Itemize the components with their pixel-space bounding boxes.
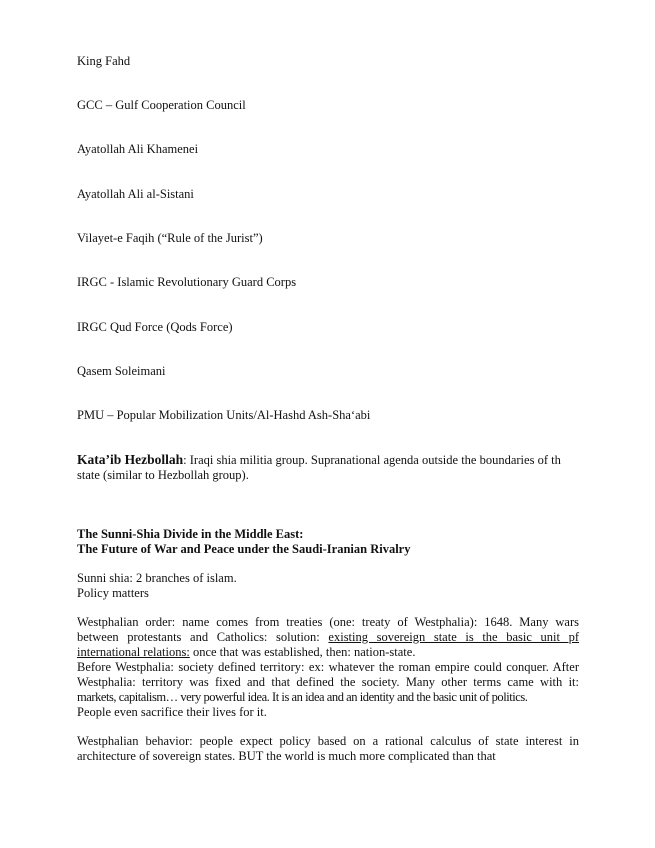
westphalia-paragraph	[77, 615, 579, 720]
behavior-paragraph	[77, 734, 579, 764]
term-soleimani: Qasem Soleimani	[77, 364, 166, 378]
section-heading-line-1: The Sunni-Shia Divide in the Middle East:	[77, 527, 304, 541]
westphalia-underlined-phrase-end: international relations:	[77, 645, 190, 659]
intro-line-2: Policy matters	[77, 586, 149, 600]
westphalia-underlined-phrase: existing sovereign state is the basic unit pf	[328, 630, 580, 644]
term-sistani: Ayatollah Ali al-Sistani	[77, 187, 194, 201]
term-khamenei: Ayatollah Ali Khamenei	[77, 142, 199, 156]
intro-paragraph	[77, 571, 579, 601]
westphalia-line-5: Westphalia: territory was fixed and that defined the society. Many other terms came with it:	[77, 675, 579, 689]
section-heading-line-2: The Future of War and Peace under the Saudi-Iranian Rivalry	[77, 542, 411, 556]
term-vilayet-e-faqih: Vilayet-e Faqih (“Rule of the Jurist”)	[77, 231, 263, 245]
kataib-line-2: state (similar to Hezbollah group).	[77, 468, 249, 482]
term-gcc: GCC – Gulf Cooperation Council	[77, 98, 246, 112]
westphalia-line-3	[77, 645, 579, 660]
intro-line-1: Sunni shia: 2 branches of islam.	[77, 571, 237, 585]
westphalia-line-1: Westphalian order: name comes from treaties (one: treaty of Westphalia): 1648. Many wars	[77, 615, 579, 629]
westphalia-line-3-text: once that was established, then: nation-state.	[189, 645, 416, 659]
kataib-line-1: : Iraqi shia militia group. Supranational agenda outside the boundaries of th	[183, 453, 561, 467]
westphalia-line-2	[77, 630, 579, 645]
westphalia-line-2-text: between protestants and Catholics: solution:	[77, 630, 329, 644]
term-pmu: PMU – Popular Mobilization Units/Al-Hashd Ash-Sha‘abi	[77, 408, 371, 422]
term-king-fahd: King Fahd	[77, 54, 131, 68]
term-irgc: IRGC - Islamic Revolutionary Guard Corps	[77, 275, 297, 289]
term-qods-force: IRGC Qud Force (Qods Force)	[77, 320, 233, 334]
section-heading	[77, 527, 579, 557]
behavior-line-2: architecture of sovereign states. BUT the world is much more complicated than that	[77, 749, 496, 763]
westphalia-line-7: People even sacrifice their lives for it.	[77, 705, 267, 719]
kataib-paragraph	[77, 452, 579, 483]
kataib-name: Kata’ib Hezbollah	[77, 452, 184, 467]
westphalia-line-4: Before Westphalia: society defined territory: ex: whatever the roman empire could conquer. After	[77, 660, 579, 674]
westphalia-line-6: markets, capitalism… very powerful idea. It is an idea and an identity and the basic unit of politics.	[77, 690, 528, 704]
behavior-line-1: Westphalian behavior: people expect policy based on a rational calculus of state interest in	[77, 734, 579, 748]
